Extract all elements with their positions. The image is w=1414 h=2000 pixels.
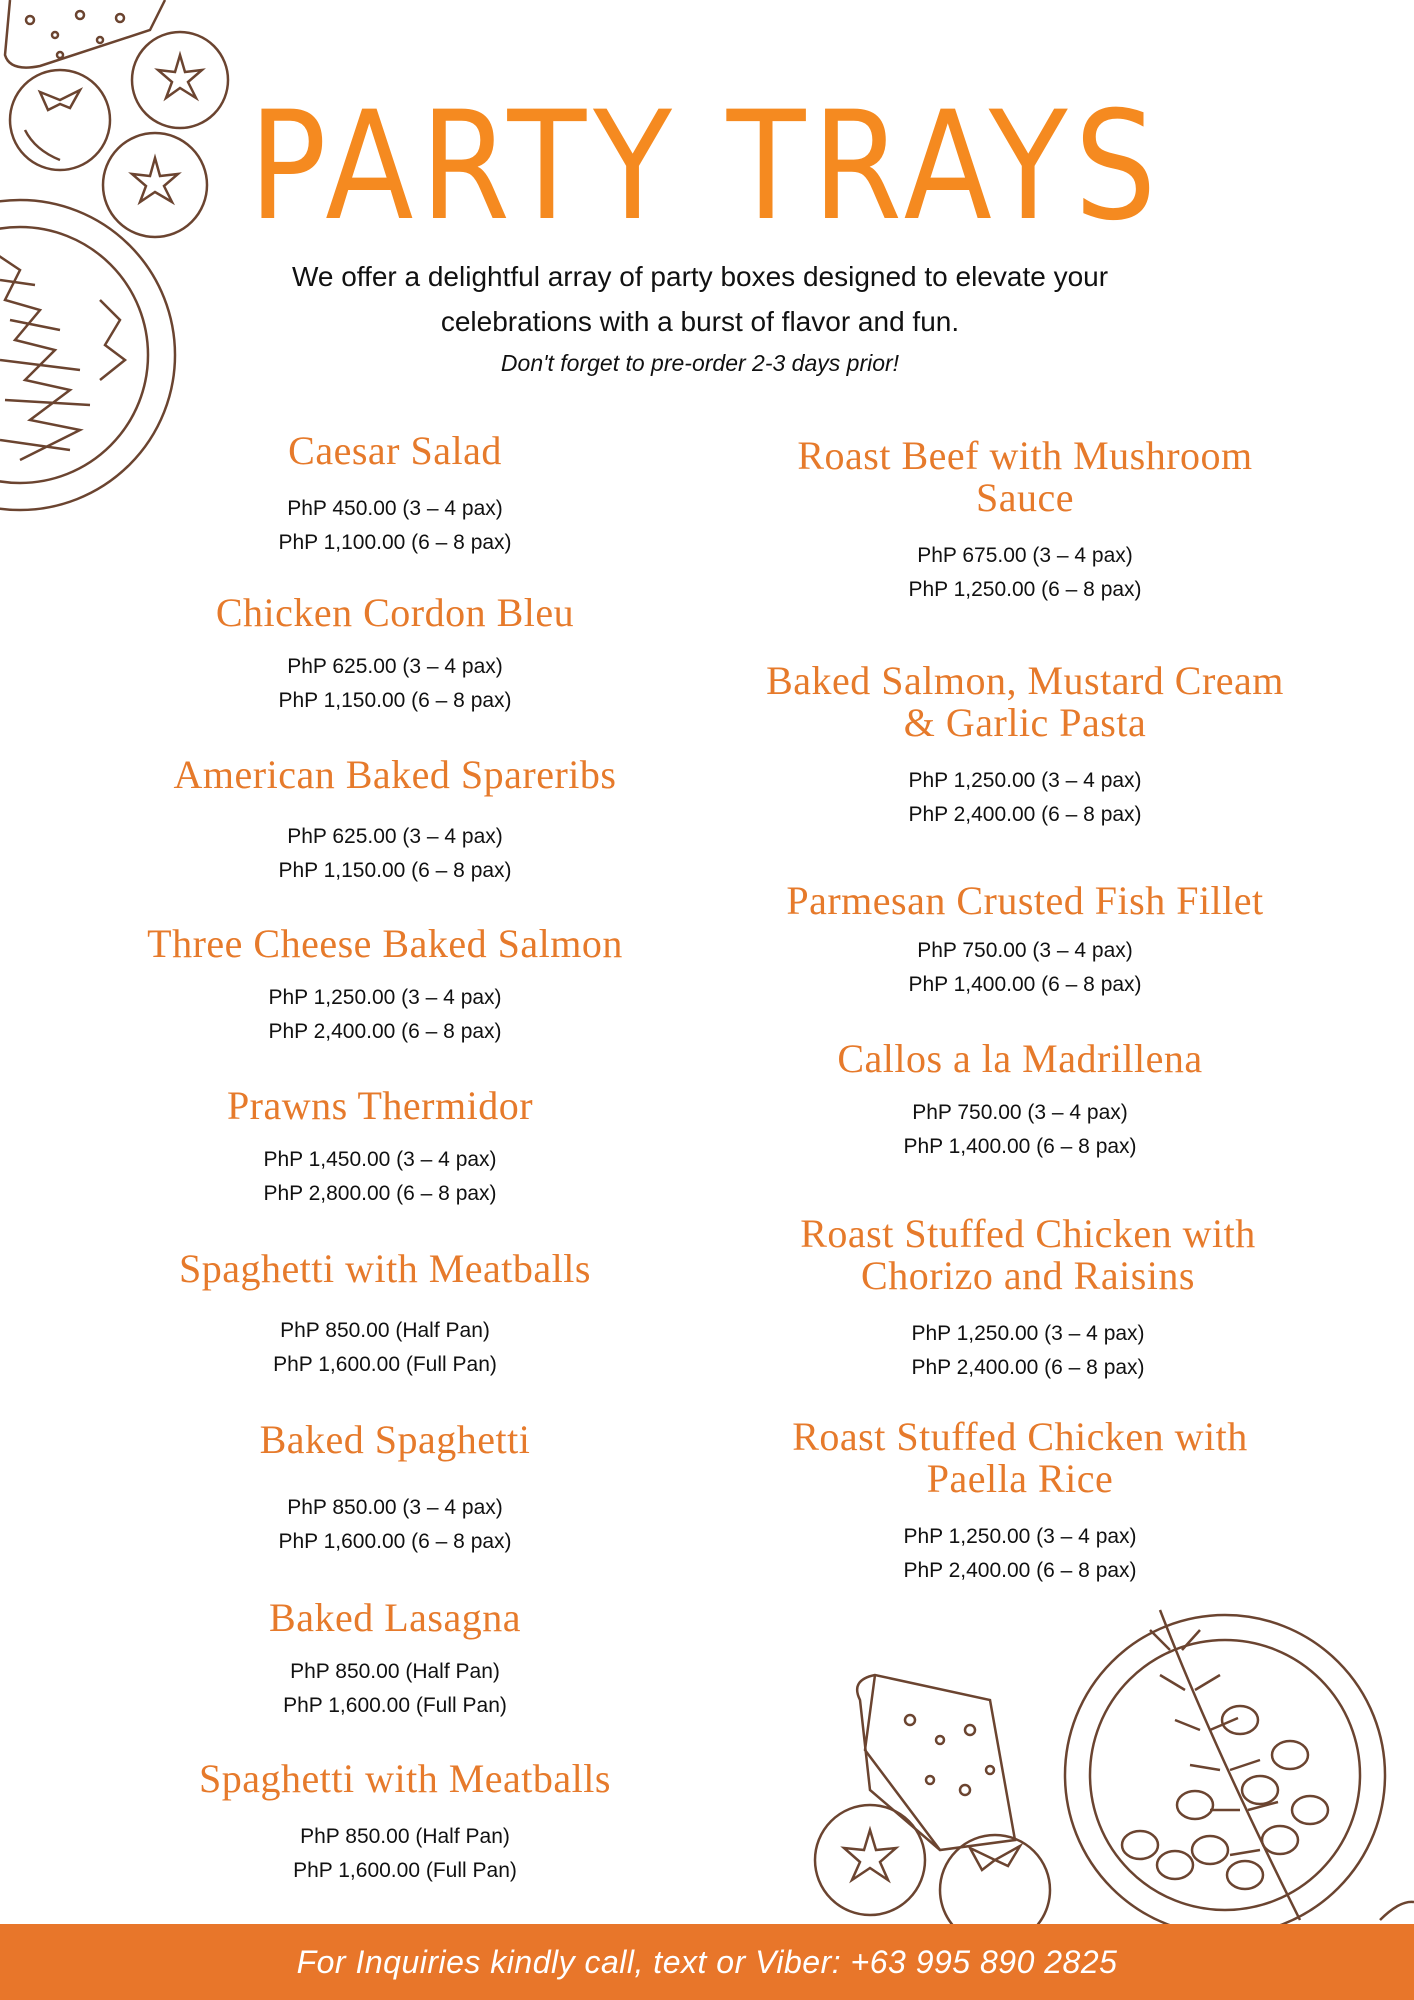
item-price: PhP 1,400.00 (6 – 8 pax)	[903, 1135, 1137, 1158]
intro-line-1: We offer a delightful array of party boxes designed to elevate your	[291, 261, 1109, 292]
item-name-line-2: & Garlic Pasta	[903, 700, 1147, 745]
olive-plate-icon	[1065, 1610, 1385, 1924]
menu-item	[135, 1597, 655, 1723]
item-name: American Baked Spareribs	[173, 752, 617, 797]
item-price: PhP 1,600.00 (Full Pan)	[283, 1694, 507, 1717]
menu-item	[730, 435, 1320, 607]
item-price: PhP 750.00 (3 – 4 pax)	[912, 1101, 1128, 1124]
item-name	[733, 1213, 1323, 1297]
item-name	[730, 660, 1320, 744]
menu-item	[135, 430, 655, 560]
item-price: PhP 1,150.00 (6 – 8 pax)	[278, 859, 512, 882]
menu-item	[733, 1213, 1323, 1385]
item-price: PhP 625.00 (3 – 4 pax)	[287, 655, 503, 678]
item-price: PhP 1,100.00 (6 – 8 pax)	[278, 531, 512, 554]
item-name: Callos a la Madrillena	[837, 1036, 1203, 1081]
contact-info[interactable]: For Inquiries kindly call, text or Viber: +63 995 890 2825	[296, 1944, 1118, 1980]
item-price: PhP 1,250.00 (3 – 4 pax)	[908, 769, 1142, 792]
bottom-right-food-sketch	[790, 1590, 1414, 1924]
item-price: PhP 2,800.00 (6 – 8 pax)	[263, 1182, 497, 1205]
item-name-line-2: Sauce	[975, 475, 1074, 520]
menu-item	[120, 1085, 640, 1211]
item-price: PhP 1,400.00 (6 – 8 pax)	[908, 973, 1142, 996]
item-price: PhP 1,600.00 (Full Pan)	[273, 1353, 497, 1376]
cheese-icon	[857, 1675, 1015, 1850]
intro-line-2: celebrations with a burst of flavor and fun.	[440, 306, 960, 337]
menu-item	[125, 1248, 645, 1382]
menu-item	[125, 923, 645, 1049]
item-price: PhP 1,250.00 (3 – 4 pax)	[903, 1525, 1137, 1548]
item-name-line-1: Roast Stuffed Chicken with	[792, 1414, 1248, 1459]
page-title: PARTY TRAYS	[248, 80, 1164, 254]
item-price: PhP 850.00 (Half Pan)	[290, 1660, 500, 1683]
item-price: PhP 850.00 (3 – 4 pax)	[287, 1496, 503, 1519]
item-price: PhP 2,400.00 (6 – 8 pax)	[908, 803, 1142, 826]
tomato-icon	[10, 70, 110, 170]
menu-item	[135, 592, 655, 718]
tomato-icon	[815, 1805, 925, 1915]
item-name: Caesar Salad	[288, 428, 502, 473]
item-name: Three Cheese Baked Salmon	[147, 921, 623, 966]
item-name-line-2: Chorizo and Raisins	[861, 1253, 1195, 1298]
menu-item	[730, 660, 1320, 832]
item-name: Parmesan Crusted Fish Fillet	[786, 878, 1264, 923]
item-price: PhP 2,400.00 (6 – 8 pax)	[903, 1559, 1137, 1582]
item-price: PhP 1,600.00 (6 – 8 pax)	[278, 1530, 512, 1553]
item-name: Baked Lasagna	[269, 1595, 521, 1640]
intro-text	[200, 254, 1200, 344]
item-name: Baked Spaghetti	[259, 1417, 531, 1462]
item-name: Spaghetti with Meatballs	[179, 1246, 591, 1291]
item-name: Chicken Cordon Bleu	[215, 590, 575, 635]
menu-item	[135, 754, 655, 888]
item-name-line-1: Baked Salmon, Mustard Cream	[766, 658, 1284, 703]
item-name-line-1: Roast Stuffed Chicken with	[800, 1211, 1256, 1256]
footer-bar	[0, 1924, 1414, 2000]
item-price: PhP 1,600.00 (Full Pan)	[293, 1859, 517, 1882]
item-price: PhP 750.00 (3 – 4 pax)	[917, 939, 1133, 962]
item-name	[730, 435, 1320, 519]
item-price: PhP 450.00 (3 – 4 pax)	[287, 497, 503, 520]
item-price: PhP 1,250.00 (3 – 4 pax)	[911, 1322, 1145, 1345]
item-price: PhP 850.00 (Half Pan)	[300, 1825, 510, 1848]
preorder-note: Don't forget to pre-order 2-3 days prior!	[500, 350, 900, 376]
item-price: PhP 850.00 (Half Pan)	[280, 1319, 490, 1342]
item-price: PhP 2,400.00 (6 – 8 pax)	[268, 1020, 502, 1043]
menu-item	[145, 1758, 665, 1888]
item-price: PhP 675.00 (3 – 4 pax)	[917, 544, 1133, 567]
item-price: PhP 1,250.00 (3 – 4 pax)	[268, 986, 502, 1009]
item-name: Prawns Thermidor	[226, 1083, 534, 1128]
item-name	[725, 1416, 1315, 1500]
item-price: PhP 625.00 (3 – 4 pax)	[287, 825, 503, 848]
menu-item	[725, 1416, 1315, 1588]
item-name-line-2: Paella Rice	[926, 1456, 1114, 1501]
menu-item	[135, 1419, 655, 1559]
item-name-line-1: Roast Beef with Mushroom	[797, 433, 1253, 478]
item-price: PhP 2,400.00 (6 – 8 pax)	[911, 1356, 1145, 1379]
item-price: PhP 1,250.00 (6 – 8 pax)	[908, 578, 1142, 601]
menu-item	[725, 1038, 1315, 1164]
menu-item	[730, 880, 1320, 1002]
item-name: Spaghetti with Meatballs	[199, 1756, 611, 1801]
item-price: PhP 1,450.00 (3 – 4 pax)	[263, 1148, 497, 1171]
item-price: PhP 1,150.00 (6 – 8 pax)	[278, 689, 512, 712]
